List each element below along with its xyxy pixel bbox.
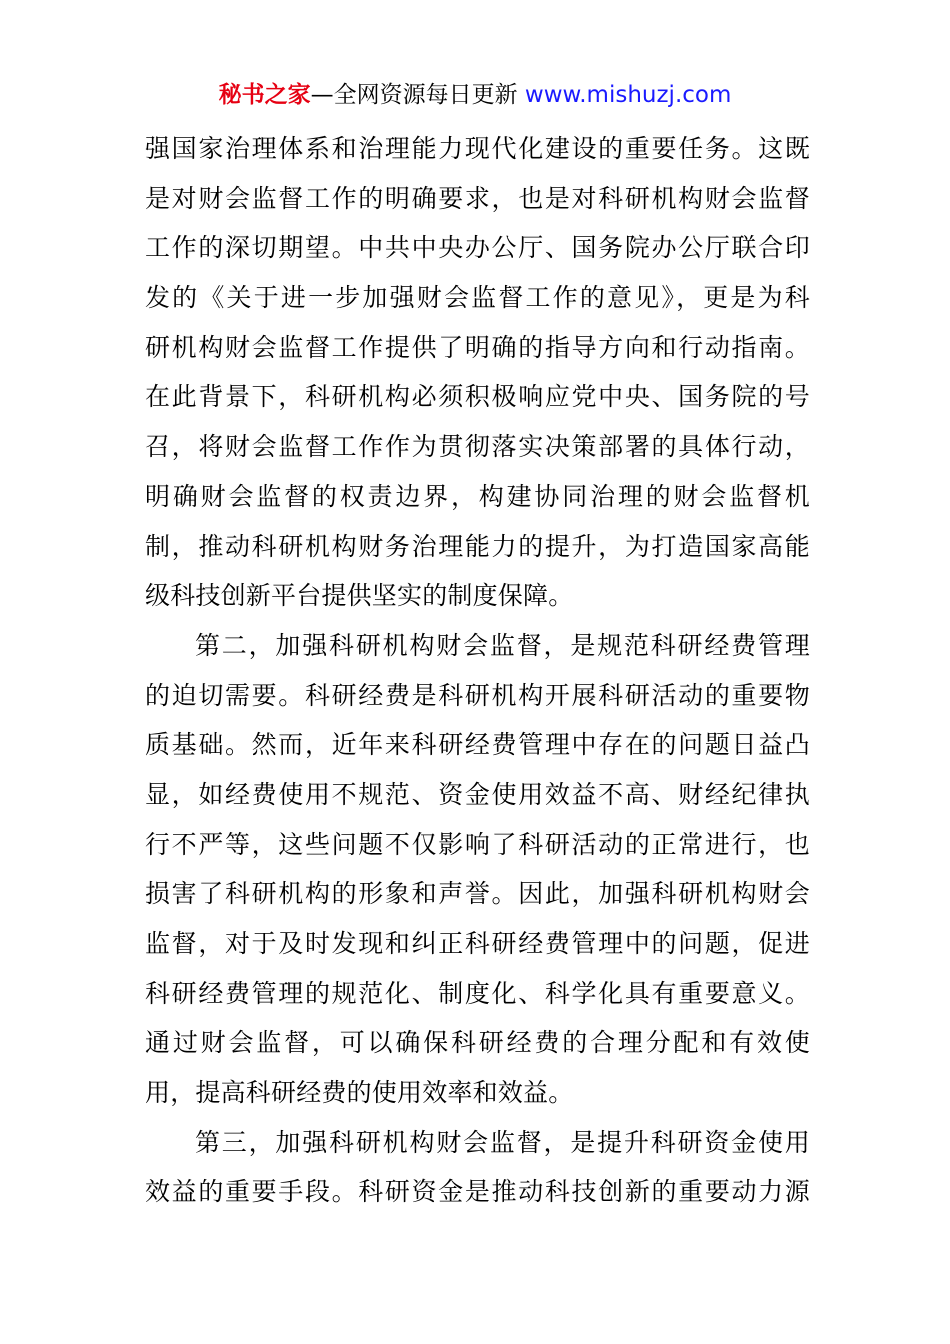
text-line: 损害了科研机构的形象和声誉。因此，加强科研机构财会	[145, 879, 810, 909]
text-line: 是对财会监督工作的明确要求，也是对科研机构财会监督	[145, 183, 810, 213]
text-line: 行不严等，这些问题不仅影响了科研活动的正常进行，也	[145, 829, 810, 859]
brand-name: 秘书之家	[218, 82, 311, 108]
text-line: 强国家治理体系和治理能力现代化建设的重要任务。这既	[145, 134, 810, 163]
text-line: 制，推动科研机构财务治理能力的提升，为打造国家高能	[145, 531, 810, 561]
header-tagline: —全网资源每日更新	[310, 82, 518, 108]
text-line: 工作的深切期望。中共中央办公厅、国务院办公厅联合印	[145, 233, 810, 263]
text-line: 召，将财会监督工作作为贯彻落实决策部署的具体行动，	[145, 432, 810, 462]
text-line: 明确财会监督的权责边界，构建协同治理的财会监督机	[145, 481, 810, 511]
text-line: 第二，加强科研机构财会监督，是规范科研经费管理	[195, 630, 810, 660]
document-body	[145, 124, 810, 1217]
text-line: 监督，对于及时发现和纠正科研经费管理中的问题，促进	[145, 929, 810, 958]
text-line: 通过财会监督，可以确保科研经费的合理分配和有效使	[145, 1028, 810, 1058]
text-line: 第三，加强科研机构财会监督，是提升科研资金使用	[195, 1127, 810, 1157]
text-line: 研机构财会监督工作提供了明确的指导方向和行动指南。	[145, 332, 810, 362]
text-line: 用，提高科研经费的使用效率和效益。	[145, 1078, 574, 1108]
text-line: 质基础。然而，近年来科研经费管理中存在的问题日益凸	[145, 730, 810, 760]
text-line: 效益的重要手段。科研资金是推动科技创新的重要动力源	[145, 1177, 810, 1207]
site-url-link[interactable]: www.mishuzj.com	[524, 82, 732, 108]
text-line: 科研经费管理的规范化、制度化、科学化具有重要意义。	[145, 978, 810, 1008]
text-line: 发的《关于进一步加强财会监督工作的意见》，更是为科	[145, 283, 810, 313]
text-line: 显，如经费使用不规范、资金使用效益不高、财经纪律执	[145, 779, 810, 809]
text-line: 的迫切需要。科研经费是科研机构开展科研活动的重要物	[145, 680, 810, 710]
paragraph-3	[145, 1118, 810, 1217]
paragraph-2	[145, 621, 810, 1118]
text-line: 在此背景下，科研机构必须积极响应党中央、国务院的号	[145, 382, 810, 412]
text-line: 级科技创新平台提供坚实的制度保障。	[145, 581, 574, 611]
page-header	[0, 80, 950, 110]
paragraph-1	[145, 124, 810, 621]
